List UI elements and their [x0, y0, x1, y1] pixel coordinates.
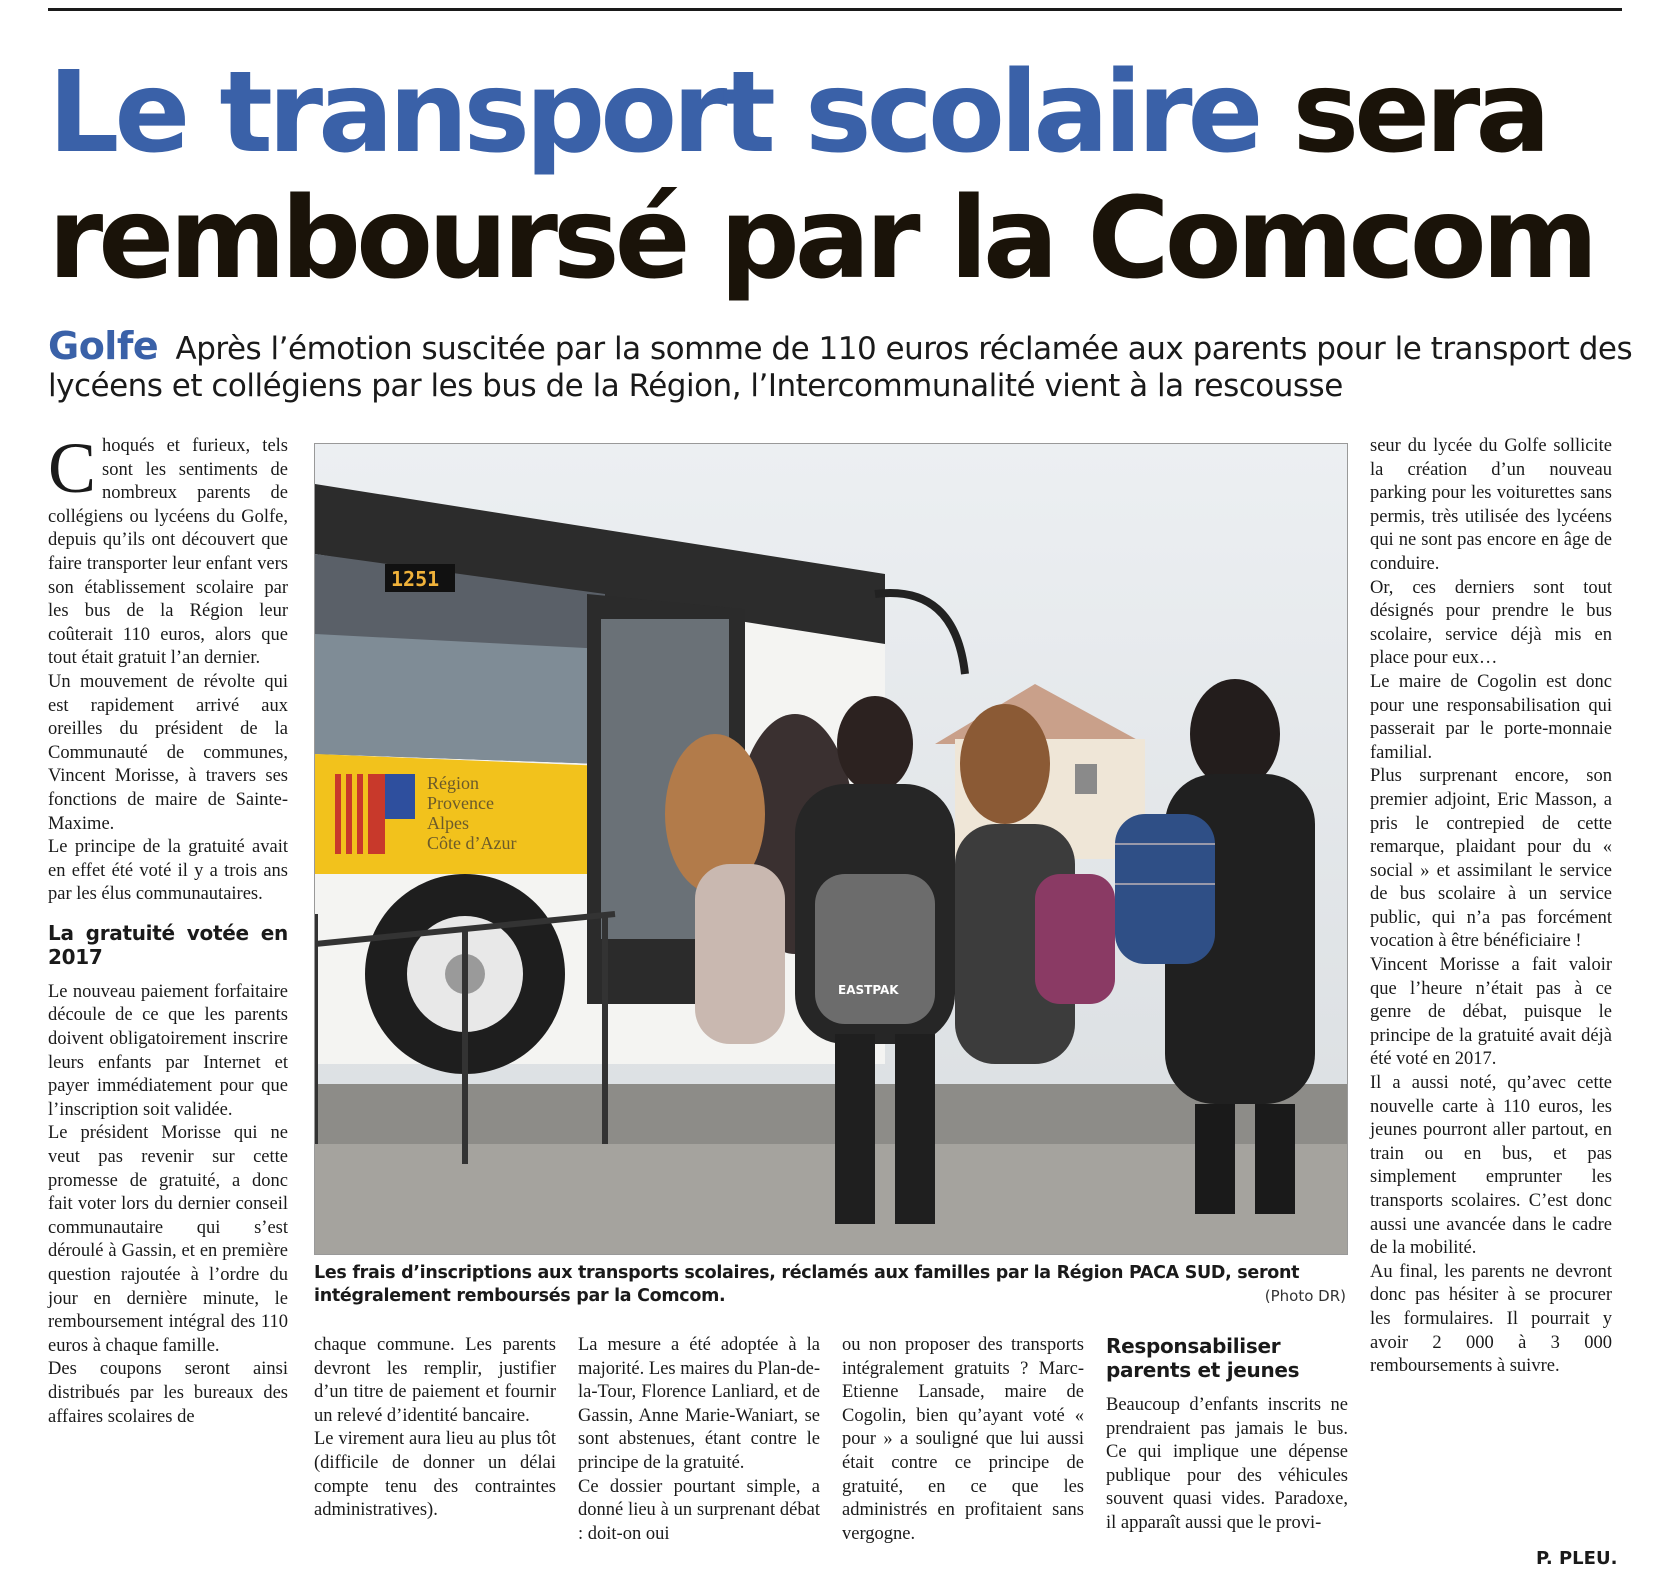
paragraph [48, 428, 288, 671]
article-column-5 [1106, 1334, 1348, 1536]
livery-line-3: Alpes [427, 813, 469, 833]
byline: P. PLEU. [1536, 1548, 1618, 1569]
paragraph: Beaucoup d’enfants inscrits ne prendraient pas jamais le bus. Ce qui implique une dépense publique pour des véhicules souvent quasi vides. Paradoxe, il apparaît aussi que le provi- [1106, 1395, 1348, 1533]
paragraph: Ce dossier pourtant simple, a donné lieu à un surprenant débat : doit-on oui [578, 1476, 820, 1544]
paragraph: Le maire de Cogolin est donc pour une responsabilisation qui passerait par le porte-monnaie familial. [1370, 671, 1612, 763]
article-column-6 [1370, 435, 1612, 1379]
paragraph: Le virement aura lieu au plus tôt (difficile de donner un délai compte tenu des contraintes administratives). [314, 1429, 556, 1521]
top-rule [48, 8, 1622, 11]
paragraph: Le principe de la gratuité avait en effet été voté il y a trois ans par les élus communautaires. [48, 837, 288, 905]
photo-credit: (Photo DR) [1264, 1287, 1346, 1305]
headline [48, 50, 1638, 302]
livery-line-2: Provence [427, 793, 494, 813]
headline-rest: sera [1292, 48, 1546, 178]
bus-route-display: 1251 [391, 567, 440, 591]
livery-line-4: Côte d’Azur [427, 833, 517, 853]
paragraph: La mesure a été adoptée à la majorité. Les maires du Plan-de-la-Tour, Florence Lanliard, et de Gassin, Anne Marie-Waniart, se sont abstenues, étant contre le principe de la gratuité. [578, 1335, 820, 1473]
backpack [815, 874, 935, 1024]
subheading: La gratuité votée en 2017 [48, 920, 288, 969]
livery-line-1: Région [427, 773, 479, 793]
paragraph: Or, ces derniers sont tout désignés pour prendre le bus scolaire, service déjà mis en place pour eux… [1370, 577, 1612, 669]
standfirst [48, 324, 1648, 405]
drop-cap: C [48, 428, 97, 508]
paragraph: Il a aussi noté, qu’avec cette nouvelle carte à 110 euros, les jeunes pourront aller partout, en train ou en bus, et pas simplement emprunter les transports scolaires. C’est donc aussi une avancée dans le cadre de la mobilité. [1370, 1073, 1612, 1259]
paragraph: chaque commune. Les parents devront les remplir, justifier d’un titre de paiement et fournir un relevé d’identité bancaire. [314, 1335, 556, 1426]
headline-line2: remboursé par la Comcom [48, 174, 1594, 304]
paragraph: Au final, les parents ne devront donc pas hésiter à se procurer les formulaires. Il pourrait y avoir 2 000 à 3 000 remboursements à suivre. [1370, 1261, 1612, 1377]
paragraph: ou non proposer des transports intégralement gratuits ? Marc-Etienne Lansade, maire de Cogolin, bien qu’ayant voté « pour » a souligné que lui aussi était contre ce principe de gratuité, en ce que les administrés en profitaient sans vergogne. [842, 1335, 1084, 1544]
article-column-3 [578, 1334, 820, 1546]
kicker: Golfe [48, 324, 159, 368]
article-column-2 [314, 1334, 556, 1523]
bus-photo [314, 443, 1348, 1255]
article-column-4 [842, 1334, 1084, 1546]
headline-accent: Le transport scolaire [48, 48, 1259, 178]
paragraph: Plus surprenant encore, son premier adjoint, Eric Masson, a pris le contrepied de cette remarque, plaidant pour du « social » et assimilant le service de bus scolaire à un service public, qui n’a pas forcément vocation à être bénéficiaire ! [1370, 766, 1612, 952]
paragraph: Un mouvement de révolte qui est rapidement arrivé aux oreilles du président de la Communauté de communes, Vincent Morisse, à travers ses fonctions de maire de Sainte-Maxime. [48, 671, 288, 834]
subheading: Responsabiliser parents et jeunes [1106, 1334, 1300, 1382]
paragraph-text: hoqués et furieux, tels sont les sentiments de nombreux parents de collégiens ou lycéens du Golfe, depuis qu’ils ont découvert que faire transporter leur enfant vers son établissement scolaire par les bus de la Région leur coûterait 110 euros, alors que tout était gratuit l’an dernier. [48, 436, 288, 669]
paragraph: Vincent Morisse a fait valoir que l’heure n’était pas à ce genre de débat, puisque le principe de la gratuité avait déjà été voté en 2017. [1370, 955, 1612, 1070]
paragraph: Le président Morisse qui ne veut pas revenir sur cette promesse de gratuité, a donc fait voter lors du dernier conseil communautaire qui s’est déroulé à Gassin, et en première question rajoutée à l’ordre du jour en dernière minute, le remboursement intégral des 110 euros à chaque famille. [48, 1123, 288, 1356]
paragraph: Le nouveau paiement forfaitaire découle de ce que les parents doivent obligatoirement inscrire leurs enfants par Internet et payer immédiatement pour que l’inscription soit validée. [48, 981, 288, 1120]
photo-caption: Les frais d’inscriptions aux transports scolaires, réclamés aux familles par la Région PACA SUD, seront intégralement remboursés par la Comcom. [314, 1263, 1300, 1306]
paragraph: seur du lycée du Golfe sollicite la création d’un nouveau parking pour les voiturettes sans permis, très utilisée des lycéens qui ne sont pas encore en âge de conduire. [1370, 436, 1612, 574]
paragraph: Des coupons seront ainsi distribués par les bureaux des affaires scolaires de [48, 1359, 288, 1427]
article-column-1 [48, 428, 288, 1429]
backpack-label: EASTPAK [838, 983, 899, 997]
standfirst-text: Après l’émotion suscitée par la somme de 110 euros réclamée aux parents pour le transport des lycéens et collégiens par les bus de la Région, l’Intercommunalité vient à la rescousse [48, 331, 1633, 404]
